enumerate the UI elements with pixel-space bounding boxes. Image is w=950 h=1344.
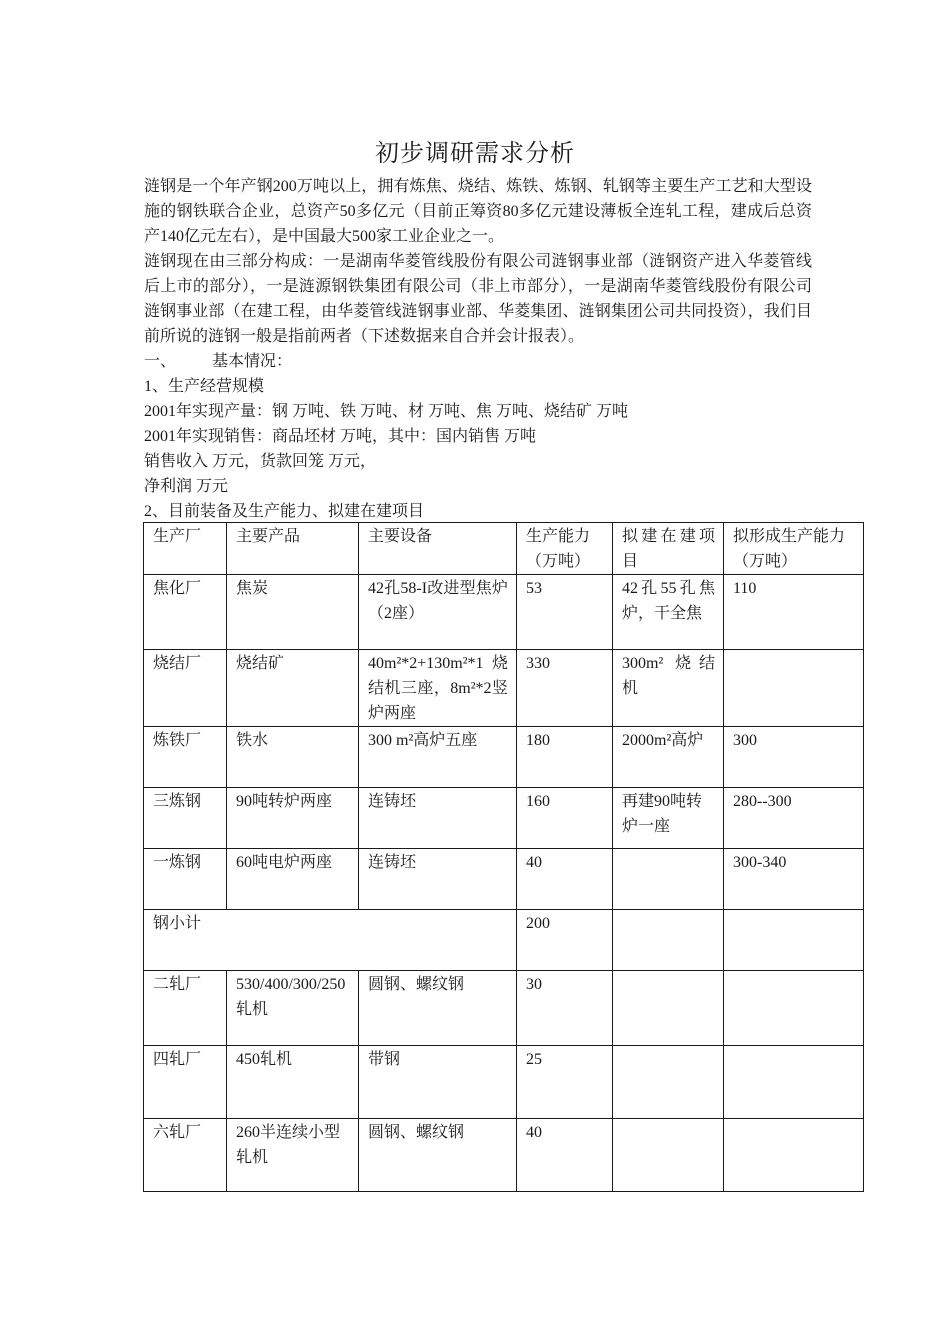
page-title: 初步调研需求分析 bbox=[375, 141, 575, 167]
capacity-table bbox=[143, 522, 864, 1192]
profit-line: 净利润 万元 bbox=[144, 478, 229, 495]
table-cell bbox=[724, 910, 864, 971]
table-cell: 180 bbox=[517, 727, 613, 788]
subsection-heading: 1、生产经营规模 bbox=[144, 378, 265, 395]
header-cell: 拟建在建项目 bbox=[613, 523, 724, 575]
table-cell: 300 bbox=[724, 727, 864, 788]
table-cell: 再建90吨转炉一座 bbox=[613, 788, 724, 849]
table-cell: 60吨电炉两座 bbox=[227, 849, 359, 910]
table-row bbox=[144, 849, 864, 910]
table-row bbox=[144, 575, 864, 650]
table-cell: 42孔55孔焦炉，干全焦 bbox=[613, 575, 724, 650]
table-cell: 260半连续小型轧机 bbox=[227, 1119, 359, 1192]
table-cell: 530/400/300/250轧机 bbox=[227, 971, 359, 1046]
table-row bbox=[144, 727, 864, 788]
table-cell bbox=[613, 1119, 724, 1192]
section-heading bbox=[144, 349, 812, 374]
table-cell: 圆钢、螺纹钢 bbox=[359, 1119, 517, 1192]
table-cell: 连铸坯 bbox=[359, 849, 517, 910]
header-cell: 主要设备 bbox=[359, 523, 517, 575]
table-cell: 330 bbox=[517, 650, 613, 727]
subtotal-row bbox=[144, 910, 864, 971]
table-cell: 烧结厂 bbox=[144, 650, 227, 727]
table-cell: 炼铁厂 bbox=[144, 727, 227, 788]
table-cell: 二轧厂 bbox=[144, 971, 227, 1046]
table-cell: 300-340 bbox=[724, 849, 864, 910]
subsection-heading: 2、目前装备及生产能力、拟建在建项目 bbox=[144, 503, 425, 520]
table-cell: 280--300 bbox=[724, 788, 864, 849]
table-cell: 30 bbox=[517, 971, 613, 1046]
table-cell: 一炼钢 bbox=[144, 849, 227, 910]
table-cell bbox=[724, 650, 864, 727]
table-cell: 300 m²高炉五座 bbox=[359, 727, 517, 788]
table-row bbox=[144, 1046, 864, 1119]
sales-line: 2001年实现销售：商品坯材 万吨，其中：国内销售 万吨 bbox=[144, 428, 537, 445]
table-cell: 90吨转炉两座 bbox=[227, 788, 359, 849]
table-row bbox=[144, 971, 864, 1046]
table-cell: 烧结矿 bbox=[227, 650, 359, 727]
table-cell: 25 bbox=[517, 1046, 613, 1119]
header-cell: 生产厂 bbox=[144, 523, 227, 575]
table-cell bbox=[613, 910, 724, 971]
header-cell: 拟形成生产能力（万吨） bbox=[724, 523, 864, 575]
table-cell: 六轧厂 bbox=[144, 1119, 227, 1192]
table-cell: 40 bbox=[517, 1119, 613, 1192]
structure-paragraph: 涟钢现在由三部分构成：一是湖南华菱管线股份有限公司涟钢事业部（涟钢资产进入华菱管线后上市的部分），一是涟源钢铁集团有限公司（非上市部分），一是湖南华菱管线股份有限公司涟钢事业部（在建工程，由华菱管线涟钢事业部、华菱集团、涟钢集团公司共同投资），我们目前所说的涟钢一般是指前两者（下述数据来自合并会计报表）。 bbox=[144, 253, 812, 345]
table-cell bbox=[724, 1046, 864, 1119]
table-cell: 焦化厂 bbox=[144, 575, 227, 650]
table-cell: 三炼钢 bbox=[144, 788, 227, 849]
table-cell: 铁水 bbox=[227, 727, 359, 788]
table-cell bbox=[613, 1046, 724, 1119]
table-row bbox=[144, 1119, 864, 1192]
header-cell: 生产能力（万吨） bbox=[517, 523, 613, 575]
table-cell: 焦炭 bbox=[227, 575, 359, 650]
header-cell: 主要产品 bbox=[227, 523, 359, 575]
table-cell: 圆钢、螺纹钢 bbox=[359, 971, 517, 1046]
table-cell bbox=[724, 1119, 864, 1192]
table-cell: 2000m²高炉 bbox=[613, 727, 724, 788]
table-cell: 53 bbox=[517, 575, 613, 650]
table-cell: 带钢 bbox=[359, 1046, 517, 1119]
table-cell: 42孔58-I改进型焦炉（2座） bbox=[359, 575, 517, 650]
table-row bbox=[144, 788, 864, 849]
table-cell: 110 bbox=[724, 575, 864, 650]
table-cell bbox=[613, 849, 724, 910]
table-cell: 160 bbox=[517, 788, 613, 849]
section-number: 一、 bbox=[144, 353, 177, 370]
table-cell: 300m² 烧结机 bbox=[613, 650, 724, 727]
revenue-line: 销售收入 万元，货款回笼 万元， bbox=[144, 453, 377, 470]
document-body bbox=[144, 174, 812, 524]
subtotal-value: 200 bbox=[517, 910, 613, 971]
table-cell bbox=[613, 971, 724, 1046]
table-cell bbox=[724, 971, 864, 1046]
intro-paragraph: 涟钢是一个年产钢200万吨以上，拥有炼焦、烧结、炼铁、炼钢、轧钢等主要生产工艺和大型设施的钢铁联合企业，总资产50多亿元（目前正筹资80多亿元建设薄板全连轧工程，建成后总资产140亿元左右），是中国最大500家工业企业之一。 bbox=[144, 178, 812, 245]
production-line: 2001年实现产量：钢 万吨、铁 万吨、材 万吨、焦 万吨、烧结矿 万吨 bbox=[144, 403, 629, 420]
table-cell: 四轧厂 bbox=[144, 1046, 227, 1119]
table-cell: 450轧机 bbox=[227, 1046, 359, 1119]
table-header-row bbox=[144, 523, 864, 575]
table-cell: 连铸坯 bbox=[359, 788, 517, 849]
table-cell: 40m²*2+130m²*1烧结机三座，8m²*2竖炉两座 bbox=[359, 650, 517, 727]
table-row bbox=[144, 650, 864, 727]
subtotal-label: 钢小计 bbox=[144, 910, 517, 971]
section-label: 基本情况： bbox=[212, 353, 293, 370]
table-cell: 40 bbox=[517, 849, 613, 910]
